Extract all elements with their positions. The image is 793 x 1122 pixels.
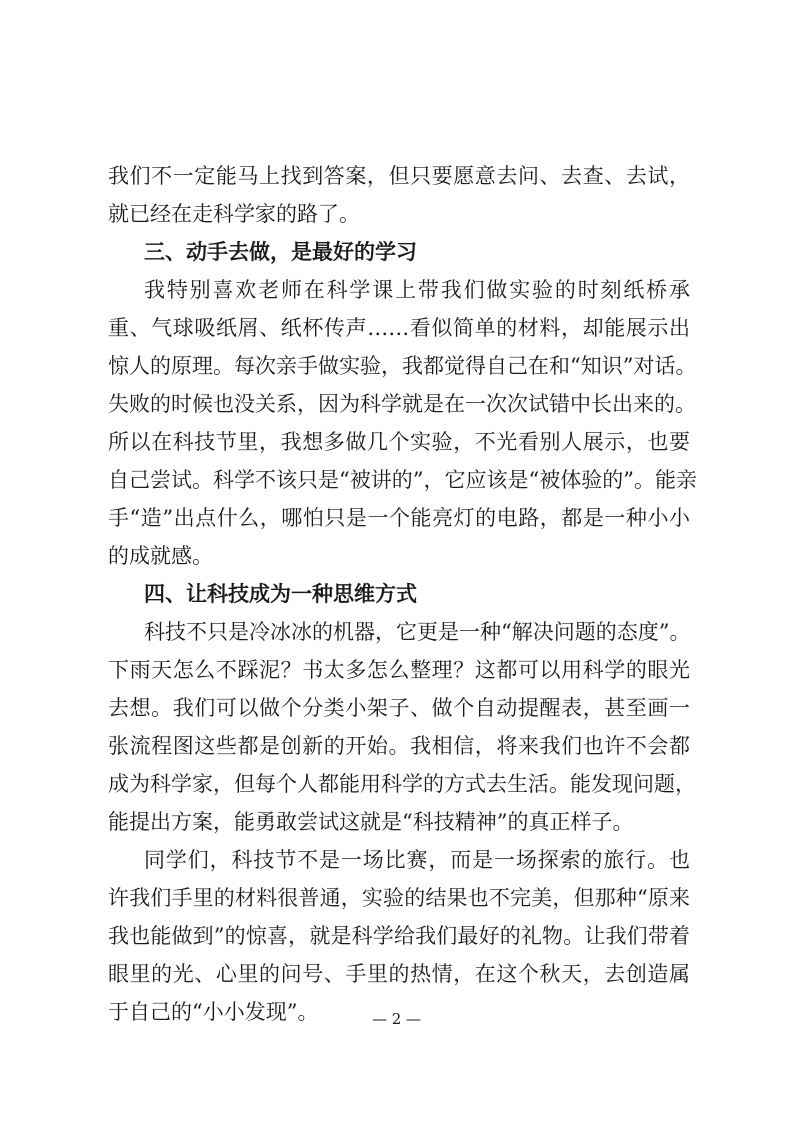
document-body <box>108 157 697 1031</box>
text-line: 所以在科技节里，我想多做几个实验，不光看别人展示，也要 <box>108 430 690 454</box>
text-line: 自己尝试。科学不该只是“被讲的”，它应该是“被体验的”。能亲 <box>108 468 697 492</box>
page-number: — 2 — <box>371 1010 422 1028</box>
text-line: 成为科学家，但每个人都能用科学的方式去生活。能发现问题， <box>108 772 696 796</box>
text-line: 的成就感。 <box>108 544 213 568</box>
text-line: 我们不一定能马上找到答案，但只要愿意去问、去查、去试， <box>108 164 690 188</box>
text-line: 惊人的原理。每次亲手做实验，我都觉得自己在和“知识”对话。 <box>108 354 697 378</box>
text-line: 失败的时候也没关系，因为科学就是在一次次试错中长出来的。 <box>108 392 696 416</box>
text-line: 同学们，科技节不是一场比赛，而是一场探索的旅行。也 <box>144 848 690 872</box>
text-line: 张流程图这些都是创新的开始。我相信，将来我们也许不会都 <box>108 734 690 758</box>
text-line: 于自己的“小小发现”。 <box>108 1000 319 1024</box>
text-line: 能提出方案，能勇敢尝试这就是“科技精神”的真正样子。 <box>108 810 634 834</box>
text-line: 下雨天怎么不踩泥？书太多怎么整理？这都可以用科学的眼光 <box>108 658 690 682</box>
text-line: 我也能做到”的惊喜，就是科学给我们最好的礼物。让我们带着 <box>108 924 690 948</box>
text-line: 重、气球吸纸屑、纸杯传声……看似简单的材料，却能展示出 <box>108 316 690 340</box>
text-line: 就已经在走科学家的路了。 <box>108 202 360 226</box>
text-line: 眼里的光、心里的问号、手里的热情，在这个秋天，去创造属 <box>108 962 690 986</box>
section-heading: 三、动手去做，是最好的学习 <box>144 239 417 264</box>
text-line: 手“造”出点什么，哪怕只是一个能亮灯的电路，都是一种小小 <box>108 506 690 530</box>
text-line: 科技不只是冷冰冰的机器，它更是一种“解决问题的态度”。 <box>144 620 691 644</box>
text-line: 我特别喜欢老师在科学课上带我们做实验的时刻纸桥承 <box>144 278 690 302</box>
text-line: 许我们手里的材料很普通，实验的结果也不完美，但那种“原来 <box>108 886 690 910</box>
section-heading: 四、让科技成为一种思维方式 <box>144 581 417 606</box>
text-line: 去想。我们可以做个分类小架子、做个自动提醒表，甚至画一 <box>108 696 690 720</box>
